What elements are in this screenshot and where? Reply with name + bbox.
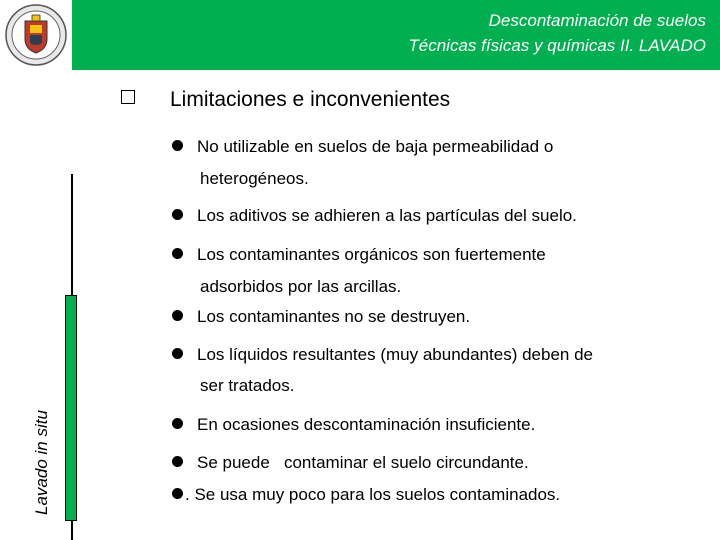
header-title-line2 bbox=[408, 36, 706, 56]
round-bullet-icon bbox=[172, 456, 183, 467]
list-item-continuation: ser tratados. bbox=[200, 376, 295, 395]
list-item: Los contaminantes orgánicos son fuertemente bbox=[172, 245, 546, 265]
list-item: Los líquidos resultantes (muy abundantes) deben de bbox=[172, 345, 593, 365]
round-bullet-icon bbox=[172, 488, 183, 499]
checkbox-bullet-icon bbox=[121, 90, 135, 104]
list-item: Se puede contaminar el suelo circundante. bbox=[172, 453, 529, 473]
header-subtitle: Técnicas físicas y químicas II. bbox=[408, 36, 639, 55]
university-crest-icon bbox=[5, 3, 67, 67]
logo-area bbox=[0, 0, 72, 70]
round-bullet-icon bbox=[172, 418, 183, 429]
list-item: Los aditivos se adhieren a las partículas del suelo. bbox=[172, 206, 577, 226]
header-title-line1: Descontaminación de suelos bbox=[488, 11, 706, 30]
list-item: Los contaminantes no se destruyen. bbox=[172, 307, 470, 327]
header-bar bbox=[0, 0, 720, 70]
list-item: No utilizable en suelos de baja permeabilidad o bbox=[172, 137, 553, 157]
sidebar-label: Lavado in situ bbox=[32, 410, 51, 515]
round-bullet-icon bbox=[172, 248, 183, 259]
section-title: Limitaciones e inconvenientes bbox=[170, 88, 451, 111]
round-bullet-icon bbox=[172, 140, 183, 151]
round-bullet-icon bbox=[172, 310, 183, 321]
round-bullet-icon bbox=[172, 348, 183, 359]
list-item-continuation: heterogéneos. bbox=[200, 169, 309, 188]
list-item: En ocasiones descontaminación insuficiente. bbox=[172, 415, 535, 435]
header-topic: LAVADO bbox=[638, 36, 706, 55]
list-item-continuation: adsorbidos por las arcillas. bbox=[200, 277, 402, 296]
round-bullet-icon bbox=[172, 209, 183, 220]
sidebar-green-bar bbox=[65, 295, 77, 521]
list-item: . Se usa muy poco para los suelos contaminados. bbox=[172, 485, 560, 505]
